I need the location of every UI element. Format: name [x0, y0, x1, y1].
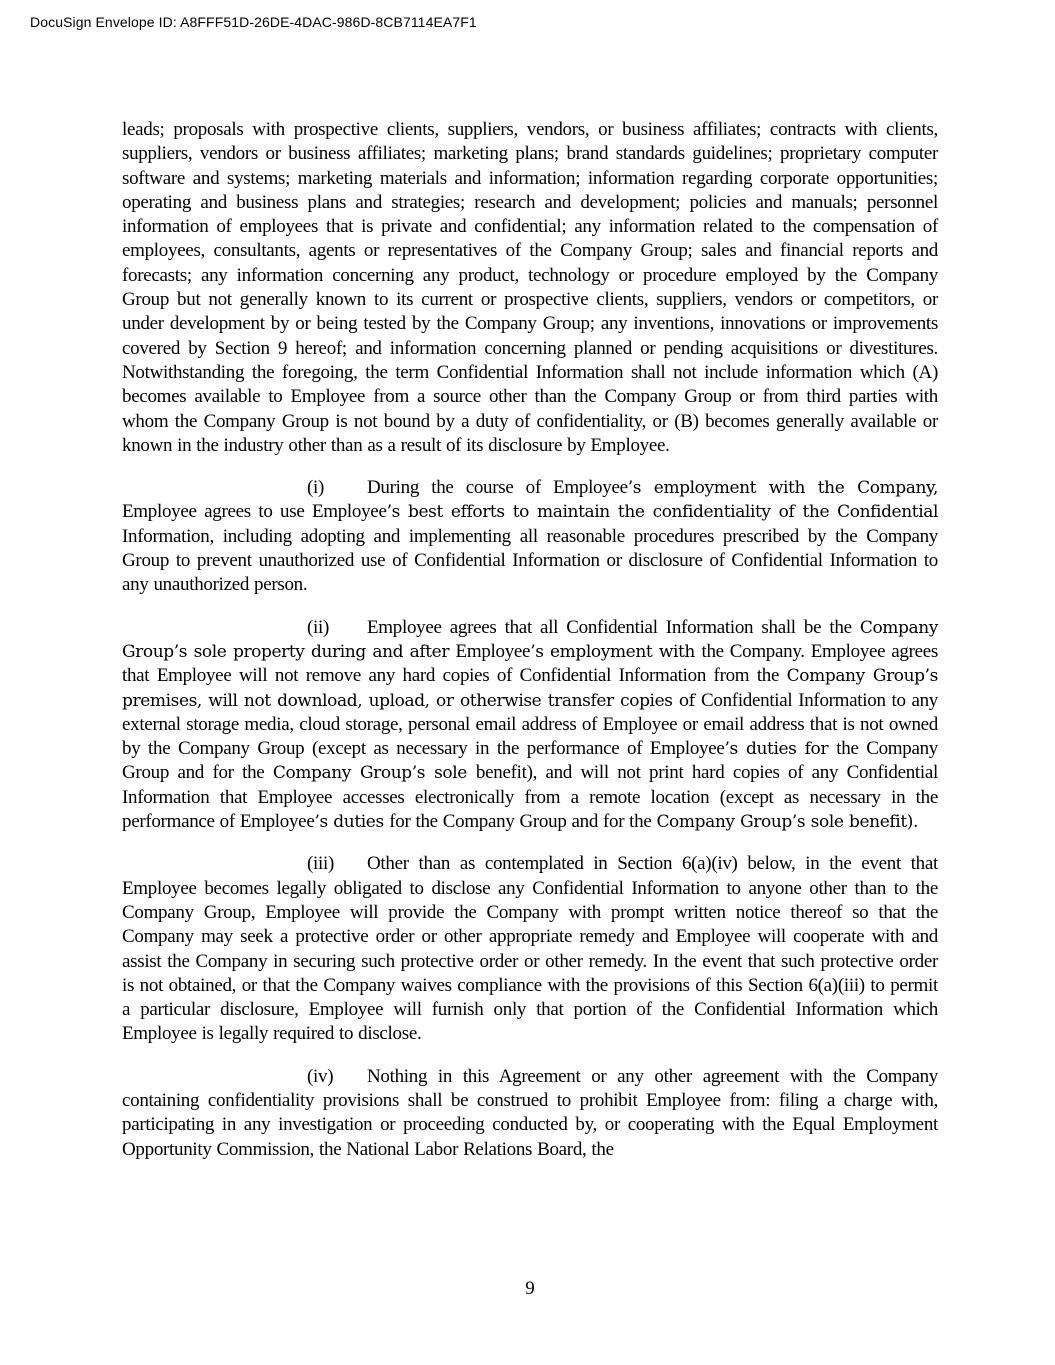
text-run: ’s best efforts to maintain the confidentiality of the Confidential	[386, 502, 939, 523]
list-marker: (ii)	[307, 616, 330, 638]
list-marker: (iv)	[307, 1065, 334, 1087]
text-run: benefit), and will not print hard copies of any Confidential Information that Employee accesses electronically from a remote location (except as necessary in the performance of Employee	[122, 762, 939, 833]
docusign-envelope-id: DocuSign Envelope ID: A8FFF51D-26DE-4DAC-986D-8CB7114EA7F1	[30, 14, 477, 30]
text-run: Employee	[455, 640, 531, 662]
text-run: Employee agrees to use Employee	[122, 501, 387, 523]
text-run: Other than as contemplated in Section 6(a)(iv) below, in the event that Employee becomes legally obligated to disclose any Confidential Information to anyone other than to the Company Group, Employee will provide the Company with prompt written notice thereof so that the Company may seek a protective order or other appropriate remedy and Employee will cooperate with and assist the Company in securing such protective order or other remedy. In the event that such protective order is not obtained, or that the Company waives compliance with the provisions of this Section 6(a)(iii) to permit a particular disclosure, Employee will furnish only that portion of the Confidential Information which Employee is legally required to disclose.	[122, 853, 938, 1045]
list-marker: (iii)	[307, 853, 334, 875]
document-body	[122, 118, 938, 1162]
text-run: for the Company Group and for the	[389, 811, 657, 833]
text-run: ’s duties for	[724, 739, 837, 760]
text-run: ’s duties	[314, 812, 390, 833]
paragraph	[122, 852, 938, 1046]
text-run: Information, including adopting and implementing all reasonable procedures prescribed by the Company Group to prevent unauthorized use of Confidential Information or disclosure of Confidential Information to any unauthorized person.	[122, 525, 938, 596]
text-run: leads; proposals with prospective clients, suppliers, vendors, or business affiliates; contracts with clients, suppliers, vendors or business affiliates; marketing plans; brand standards guidelines; proprietary computer software and systems; marketing materials and information; information regarding corporate opportunities; operating and business plans and strategies; research and development; policies and manuals; personnel information of employees that is private and confidential; any information related to the compensation of employees, consultants, agents or representatives of the Company Group; sales and financial reports and forecasts; any information concerning any product, technology or procedure employed by the Company Group but not generally known to its current or prospective clients, suppliers, vendors or competitors, or under development by or being tested by the Company Group; any inventions, innovations or improvements covered by Section 9 hereof; and information concerning planned or pending acquisitions or divestitures. Notwithstanding the foregoing, the term Confidential Information shall not include information which (A) becomes available to Employee from a source other than the Company Group or from third parties with whom the Company Group is not bound by a duty of confidentiality, or (B) becomes generally available or known in the industry other than as a result of its disclosure by Employee.	[122, 119, 938, 456]
page-number: 9	[525, 1278, 535, 1299]
text-run: ’s employment with	[530, 641, 702, 662]
text-run: Confidential Information to any external storage media, cloud storage, personal email address of Employee or email address that is not owned by the Company Group (except as necessary in the performance of Employee	[122, 689, 938, 760]
text-run: Employee agrees that all Confidential Information shall be the	[367, 616, 860, 638]
list-marker: (i)	[307, 477, 325, 499]
text-run: During the course of Employee	[367, 477, 628, 499]
text-run: Company Group’s premises, will not download, upload, or otherwise transfer copies of	[122, 666, 938, 711]
text-run: Company Group’s sole property during and after	[122, 617, 938, 662]
paragraph	[122, 1065, 938, 1162]
text-run: Company Group’s sole benefit).	[656, 812, 918, 833]
paragraph	[122, 118, 938, 458]
text-run: the Company Group and for the	[122, 738, 939, 784]
paragraph	[122, 616, 938, 835]
text-run: Company Group’s sole	[272, 763, 476, 784]
paragraph	[122, 476, 938, 597]
text-run: ’s employment with the Company,	[627, 478, 938, 499]
text-run: the Company. Employee agrees that Employee will not remove any hard copies of Confidential Information from the	[122, 640, 938, 687]
text-run: Nothing in this Agreement or any other agreement with the Company containing confidentiality provisions shall be construed to prohibit Employee from: filing a charge with, participating in any investigation or proceeding conducted by, or cooperating with the Equal Employment Opportunity Commission, the National Labor Relations Board, the	[122, 1065, 938, 1160]
